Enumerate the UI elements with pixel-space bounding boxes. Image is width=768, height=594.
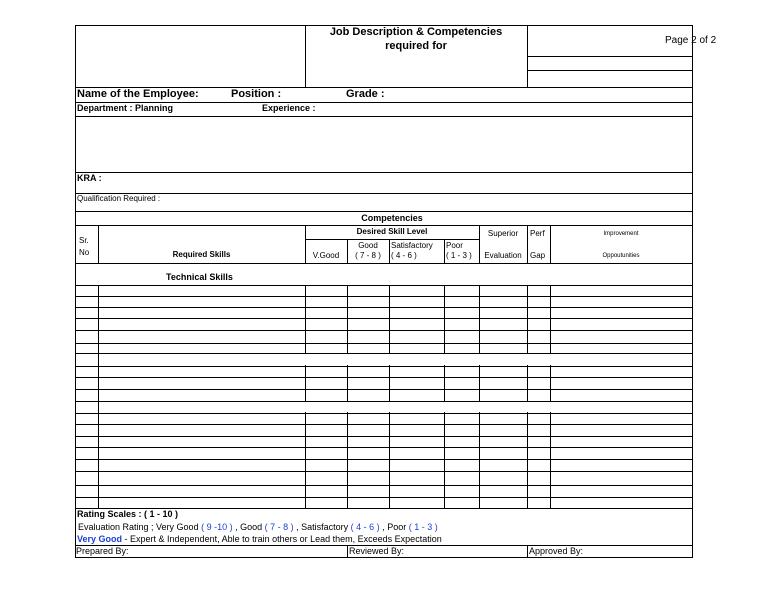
col-divider (479, 285, 480, 508)
satisfactory-range-text: ( 4 - 6 ) (350, 522, 380, 532)
perf-gap-header: Gap (530, 251, 546, 260)
col-divider (550, 285, 551, 508)
row-line (75, 366, 693, 367)
desired-skill-level-header: Desired Skill Level (356, 227, 428, 236)
row-line (75, 263, 693, 264)
very-good-range: ( 9 -10 ) (201, 522, 233, 532)
eval-sep-good: , Good (232, 522, 265, 532)
col-divider (550, 225, 551, 263)
row-line (75, 497, 693, 498)
row-line (75, 296, 693, 297)
poor-range-text: ( 1 - 3 ) (408, 522, 438, 532)
position-label: Position : (231, 88, 282, 100)
row-line (75, 343, 693, 344)
row-line (75, 436, 693, 437)
vgood-header: V.Good (312, 251, 340, 260)
opportunities-header: Oppoutunities (602, 253, 640, 259)
good-range-text: ( 7 - 8 ) (264, 522, 294, 532)
satisfactory-header: Satisfactory (391, 241, 433, 250)
eval-prefix: Evaluation Rating ; Very Good (78, 522, 202, 532)
good-range: ( 7 - 8 ) (355, 251, 381, 260)
row-line (75, 377, 693, 378)
form-bottom-border (75, 557, 693, 558)
col-divider (479, 225, 480, 263)
page-number: Page 2 of 2 (665, 35, 717, 46)
header-right-line-2 (527, 70, 693, 71)
section-band (99, 354, 692, 365)
very-good-definition (77, 535, 442, 544)
prepared-by-label: Prepared By: (76, 546, 129, 556)
grade-label: Grade : (346, 88, 385, 100)
very-good-description: - Expert & Independent, Able to train others or Lead them, Exceeds Expectation (122, 534, 442, 544)
superior-evaluation-header: Evaluation (484, 251, 522, 260)
row-line (75, 471, 693, 472)
poor-header: Poor (446, 241, 463, 250)
row-line (75, 211, 693, 212)
header-right-line-1 (527, 56, 693, 57)
department-label: Department : Planning (77, 103, 174, 113)
employee-name-label: Name of the Employee: (77, 88, 199, 100)
row-line (75, 307, 693, 308)
improvement-header: Improvement (603, 231, 639, 237)
approved-by-label: Approved By: (529, 546, 584, 556)
reviewed-by-label: Reviewed By: (349, 546, 405, 556)
col-divider (305, 285, 306, 508)
col-divider (347, 285, 348, 508)
col-divider (527, 225, 528, 263)
poor-range: ( 1 - 3 ) (446, 251, 472, 260)
form-left-border (75, 25, 76, 557)
good-header: Good (358, 241, 378, 250)
row-line (75, 116, 693, 117)
required-skills-header: Required Skills (172, 250, 231, 259)
row-line (75, 318, 693, 319)
col-divider (527, 545, 528, 557)
row-line (305, 239, 479, 240)
eval-sep-poor: , Poor (379, 522, 409, 532)
experience-label: Experience : (262, 103, 316, 113)
row-line (75, 459, 693, 460)
col-divider (389, 239, 390, 263)
sr-no-header-line1: Sr. (79, 236, 89, 245)
col-divider (98, 225, 99, 263)
satisfactory-range: ( 4 - 6 ) (391, 251, 417, 260)
col-divider (305, 225, 306, 263)
row-line (75, 485, 693, 486)
row-line (75, 413, 693, 414)
row-line (75, 389, 693, 390)
row-line (75, 447, 693, 448)
very-good-label: Very Good (77, 534, 123, 544)
col-divider (444, 285, 445, 508)
col-divider (389, 285, 390, 508)
evaluation-rating-line (78, 523, 438, 532)
qualification-label: Qualification Required : (77, 194, 161, 203)
col-divider (444, 239, 445, 263)
technical-skills-heading: Technical Skills (166, 272, 233, 282)
sr-no-header-line2: No (79, 248, 90, 257)
eval-sep-satisfactory: , Satisfactory (293, 522, 351, 532)
row-line (75, 193, 693, 194)
perf-header: Perf (530, 229, 545, 238)
col-divider (347, 239, 348, 263)
col-divider (98, 285, 99, 508)
col-divider (527, 285, 528, 508)
superior-header: Superior (487, 229, 519, 238)
row-line (75, 330, 693, 331)
form-title-line1: Job Description & Competencies (329, 26, 503, 38)
competencies-title: Competencies (361, 213, 423, 223)
form-right-border (692, 25, 693, 557)
kra-label: KRA : (77, 173, 102, 183)
row-line (75, 424, 693, 425)
rating-scales-title: Rating Scales : ( 1 - 10 ) (77, 509, 179, 519)
col-divider (347, 545, 348, 557)
row-line (75, 225, 693, 226)
row-line (75, 172, 693, 173)
row-line (75, 285, 693, 286)
form-title-line2: required for (385, 40, 447, 52)
section-band (99, 402, 692, 412)
